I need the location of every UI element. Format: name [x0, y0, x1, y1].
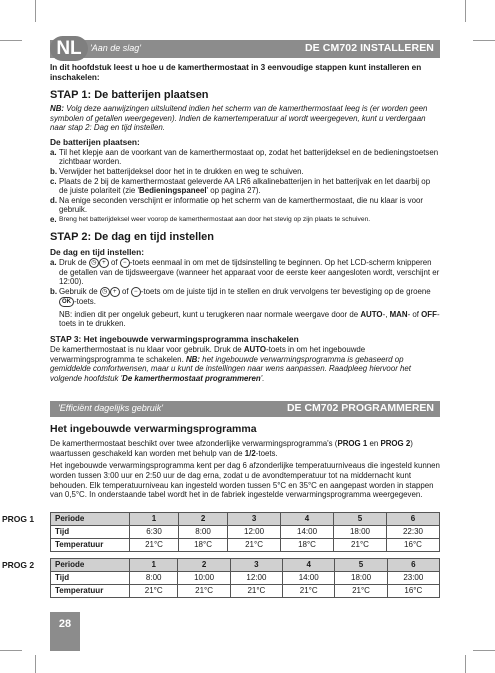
- program-heading: Het ingebouwde verwarmingsprogramma: [50, 423, 257, 436]
- program-table-block: [2, 512, 440, 552]
- list-item: c. Plaats de 2 bij de kamerthermostaat geleverde AA LR6 alkalinebatterijen in het batterijvak en let daarbij op de juiste polariteit (zie 'Bedieningspaneel' op pagina 27).: [50, 176, 431, 196]
- section-subtitle: 'Aan de slag': [90, 43, 141, 53]
- language-badge: NL: [50, 36, 88, 61]
- table-row: Temperatuur 21°C 21°C 21°C 21°C 21°C 16°C: [51, 584, 440, 597]
- table-row: Temperatuur 21°C 18°C 21°C 18°C 21°C 16°C: [51, 538, 440, 551]
- list-item: a. Druk de ◷ + of − -toets eenmaal in om met de tijdsinstelling te beginnen. Op het LCD-scherm knipperen de getallen van de tijdsweergave (wanneer het apparaat voor de eerste keer aangesloten wordt, verschijnt er 12:00).: [50, 257, 440, 287]
- intro-text: In dit hoofdstuk leest u hoe u de kamerthermostaat in 3 eenvoudige stappen kunt installeren en inschakelen:: [50, 63, 422, 82]
- step1-heading: STAP 1: De batterijen plaatsen: [50, 89, 209, 101]
- minus-icon: −: [131, 287, 141, 297]
- table-row: Periode 1 2 3 4 5 6: [51, 512, 440, 525]
- table-row: Periode 1 2 3 4 5 6: [51, 558, 440, 571]
- list-item: b. Verwijder het batterijdeksel door het in te drukken en weg te schuiven.: [50, 166, 304, 176]
- section-banner: [50, 401, 440, 417]
- program-paragraph: Het ingebouwde verwarmingsprogramma kent per dag 6 afzonderlijke temperatuurniveaus die ingesteld kunnen worden tussen 3:00 uur en 2:50 uur de dag erna, zodat u de avondtemperatuur tot na middernacht kunt behouden. Elk temperatuurniveau kan ingesteld worden tussen 5°C en 35°C en aangepast worden in stappen van 0,5°C. In onderstaande tabel wordt het in de fabriek ingestelde verwarmingsprogramma weergegeven.: [50, 461, 440, 500]
- list-item: e. Breng het batterijdeksel weer voorop de kamerthermostaat aan door het stevig op zijn plaats te schuiven.: [50, 214, 371, 224]
- step2-heading: STAP 2: De dag en tijd instellen: [50, 230, 215, 243]
- program-table: [50, 558, 440, 598]
- step3-text: De kamerthermostaat is nu klaar voor gebruik. Druk de AUTO-toets in om het ingebouwde verwarmingsprogramma te schakelen. NB: het ingebouwde verwarmingsprogramma is gebaseerd op gemiddelde comfortwensen, maar u kunt de instellingen naar wens aanpassen. Raadpleeg hiervoor het volgende hoofdstuk 'De kamerthermostaat programmeren'.: [50, 344, 412, 383]
- plus-icon: +: [99, 258, 109, 268]
- list-item: d. Na enige seconden verschijnt er informatie op het scherm van de kamerthermostaat, die nu klaar is voor gebruik.: [50, 195, 424, 215]
- step2-subheading: De dag en tijd instellen:: [50, 246, 144, 257]
- section-title: DE CM702 PROGRAMMEREN: [286, 402, 434, 415]
- table-row: Tijd 8:00 10:00 12:00 14:00 18:00 23:00: [51, 571, 440, 584]
- program-label: PROG 1: [2, 513, 35, 524]
- program-paragraph: De kamerthermostaat beschikt over twee afzonderlijke verwarmingsprogramma's (PROG 1 en PROG 2) waartussen geschakeld kan worden met behulp van de 1/2-toets.: [50, 439, 413, 458]
- program-table-block: [2, 558, 440, 598]
- crop-mark: [465, 655, 466, 673]
- ok-button-icon: OK: [59, 297, 74, 307]
- crop-mark: [0, 650, 22, 651]
- list-item: a. Til het klepje aan de voorkant van de kamerthermostaat op, zodat het batterijdeksel en de bedieningstoetsen zichtbaar worden.: [50, 147, 439, 167]
- minus-icon: −: [120, 258, 130, 268]
- table-row: Tijd 6:30 8:00 12:00 14:00 18:00 22:30: [51, 525, 440, 538]
- list-item: b. Gebruik de ◷ + of − -toets om de juiste tijd in te stellen en druk vervolgens ter bevestiging op de groene OK -toets.: [50, 286, 431, 306]
- clock-icon: ◷: [89, 258, 99, 268]
- page-number: 28: [50, 612, 80, 651]
- step2-note: NB: indien dit per ongeluk gebeurt, kunt u terugkeren naar normale weergave door de AUTO-, MAN- of OFF-toets in te drukken.: [59, 309, 440, 329]
- crop-mark: [465, 0, 466, 22]
- crop-mark: [473, 650, 495, 651]
- program-table: [50, 512, 440, 552]
- program-label: PROG 2: [2, 559, 35, 570]
- plus-icon: +: [110, 287, 120, 297]
- section-subtitle: 'Efficiënt dagelijks gebruik': [58, 403, 163, 414]
- section-banner: [50, 40, 440, 58]
- step3-heading: STAP 3: Het ingebouwde verwarmingsprogramma inschakelen: [50, 333, 299, 344]
- step1-subheading: De batterijen plaatsen:: [50, 136, 140, 147]
- crop-mark: [473, 40, 495, 41]
- section-title: DE CM702 INSTALLEREN: [305, 42, 434, 54]
- crop-mark: [35, 0, 36, 22]
- crop-mark: [0, 40, 22, 41]
- step1-note: NB: Volg deze aanwijzingen uitsluitend indien het scherm van de kamerthermostaat leeg is (er worden geen symbolen of getallen weergegeven). Indien de kamertemperatuur al wordt weergegeven, kunt u verdergaan naar stap 2: Dag en tijd instellen.: [50, 104, 428, 133]
- clock-icon: ◷: [100, 287, 110, 297]
- page-content: [2, 38, 440, 598]
- crop-mark: [35, 655, 36, 673]
